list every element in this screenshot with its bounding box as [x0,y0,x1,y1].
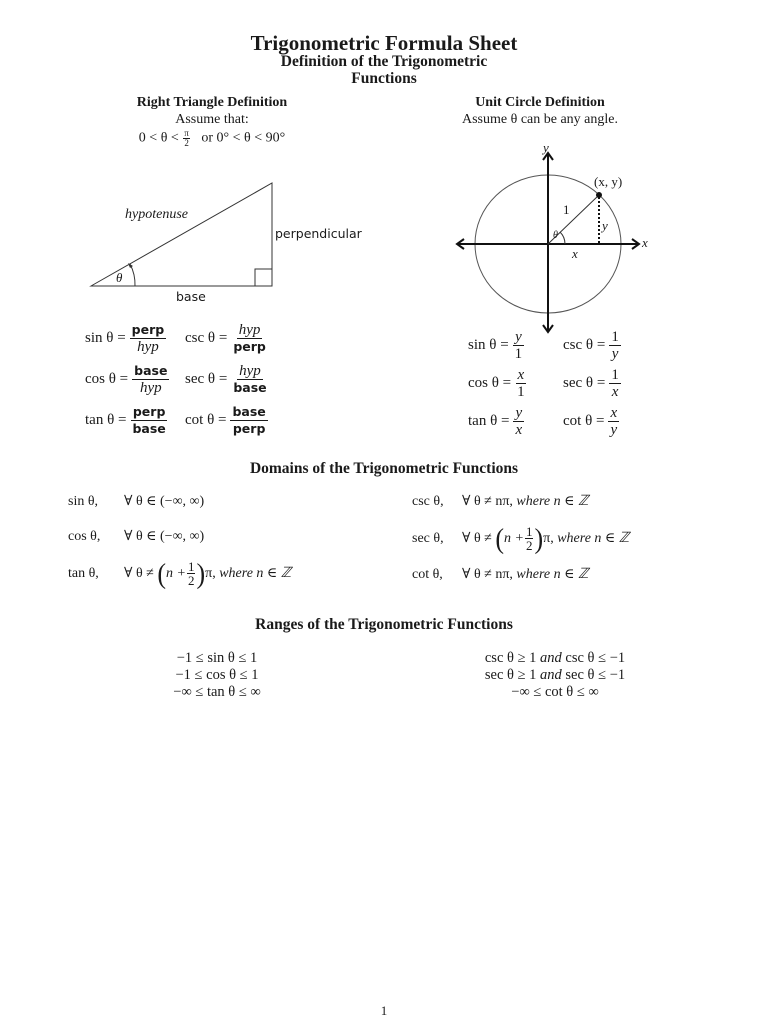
right-triangle-assume: Assume that: [175,112,249,127]
perpendicular-label: perpendicular [275,226,362,241]
right-triangle-formulas [85,318,285,441]
uc-formula-cot: cot θ = $\frac{x}{y}$ [563,404,618,438]
right-triangle-header [62,94,362,148]
theta-label: θ [116,270,123,285]
right-triangle-diagram [80,170,380,310]
subtitle-line-1: Definition of the Trigonometric [280,53,488,70]
domain-sec: sec θ, ∀ θ ≠ ( n + $\frac{1}{2}$ ) π, where n ∈ ℤ [412,522,630,554]
uc-formula-csc: csc θ = $\frac{1}{y}$ [563,328,619,362]
uc-formula-tan: tan θ = $\frac{y}{x}$ [468,404,523,438]
formula-sec: sec θ = $\frac{\text{hyp}}{\text{base}}$ [185,363,267,395]
vertical-leg-label: y [602,218,608,233]
unit-circle-figure [440,140,660,335]
right-triangle-condition [62,129,362,148]
domain-csc: csc θ, ∀ θ ≠ nπ, where n ∈ ℤ [412,493,589,509]
range-cot: −∞ ≤ cot θ ≤ ∞ [511,684,599,700]
range-csc: csc θ ≥ 1 and csc θ ≤ −1 [484,650,626,666]
page-number: 1 [380,1003,388,1018]
right-triangle-heading: Right Triangle Definition [136,95,288,110]
domain-cos: cos θ, ∀ θ ∈ (−∞, ∞) [68,528,205,544]
condition-left: 0 < θ < [138,130,179,146]
ranges-left [117,650,317,701]
radius-label: 1 [563,202,570,217]
angle-label: θ [553,230,558,241]
hypotenuse-label: hypotenuse [125,207,188,222]
range-sin: −1 ≤ sin θ ≤ 1 [176,650,258,666]
uc-formula-sec: sec θ = $\frac{1}{x}$ [563,366,619,400]
point-label: (x, y) [594,174,623,189]
formula-sin: sin θ = $\frac{\text{perp}}{\text{hyp}}$ [85,322,165,355]
base-label: base [176,289,206,304]
unit-circle-header [405,94,675,128]
unit-circle-diagram [440,140,660,335]
x-axis-label: x [642,235,648,250]
pi-over-2-fraction: $\frac{\pi}{2}$ [184,128,189,148]
ranges-heading: Ranges of the Trigonometric Functions [255,616,513,633]
horizontal-leg-label: x [572,246,578,261]
domain-sin: sin θ, ∀ θ ∈ (−∞, ∞) [68,493,205,509]
unit-circle-heading: Unit Circle Definition [475,95,605,110]
formula-csc: csc θ = $\frac{\text{hyp}}{\text{perp}}$ [185,322,266,354]
formula-cos: cos θ = $\frac{\text{base}}{\text{hyp}}$ [85,363,168,396]
uc-formula-sin: sin θ = $\frac{y}{1}$ [468,328,523,362]
range-tan: −∞ ≤ tan θ ≤ ∞ [173,684,261,700]
unit-circle-assume: Assume θ can be any angle. [462,112,618,127]
subtitle-line-2: Functions [351,70,417,87]
formula-tan: tan θ = $\frac{\text{perp}}{\text{base}}$ [85,404,166,436]
y-axis-label: y [543,140,549,155]
formula-cot: cot θ = $\frac{\text{base}}{\text{perp}}$ [185,404,266,436]
document-subtitle [0,53,768,87]
uc-formula-cos: cos θ = $\frac{x}{1}$ [468,366,525,400]
domains-heading: Domains of the Trigonometric Functions [249,460,519,477]
range-cos: −1 ≤ cos θ ≤ 1 [175,667,259,683]
document-title: Trigonometric Formula Sheet [250,31,518,55]
domain-tan: tan θ, ∀ θ ≠ ( n + $\frac{1}{2}$ ) π, where n ∈ ℤ [68,557,292,589]
condition-right: or 0° < θ < 90° [201,130,286,146]
domain-cot: cot θ, ∀ θ ≠ nπ, where n ∈ ℤ [412,566,589,582]
unit-circle-formulas [468,326,653,440]
ranges-right [455,650,655,701]
range-sec: sec θ ≥ 1 and sec θ ≤ −1 [484,667,626,683]
